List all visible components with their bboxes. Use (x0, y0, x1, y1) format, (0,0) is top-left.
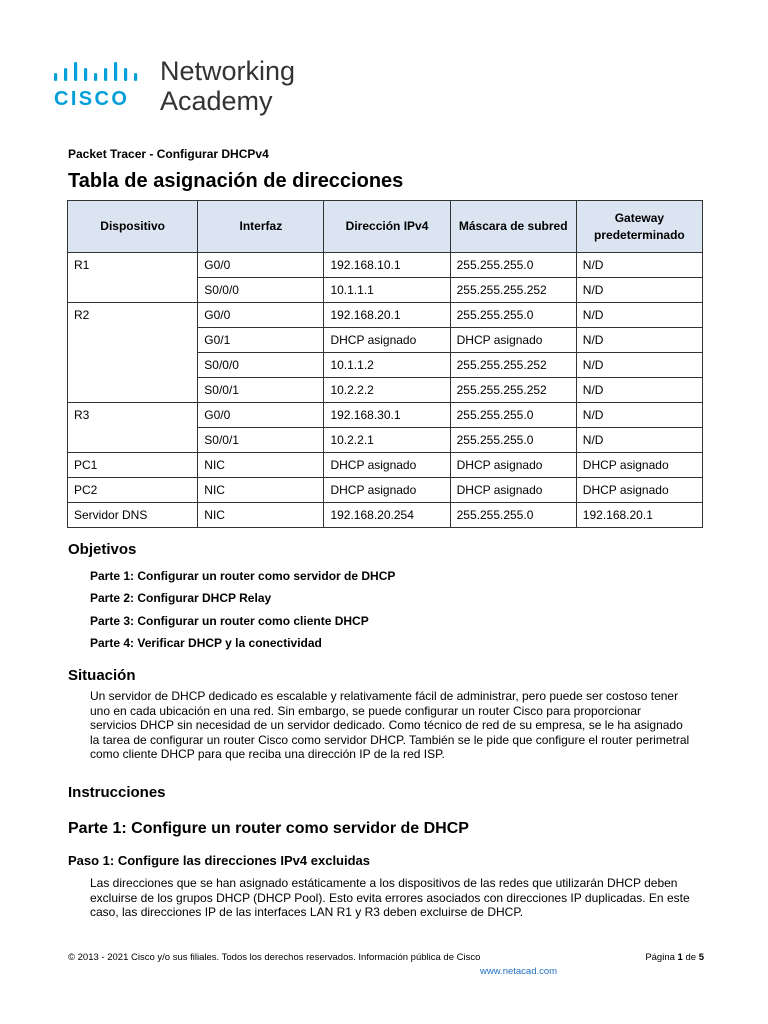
cell-mask: 255.255.255.0 (450, 303, 576, 328)
document-subtitle: Packet Tracer - Configurar DHCPv4 (68, 147, 269, 161)
page-number (645, 952, 704, 963)
objective-item: Parte 2: Configurar DHCP Relay (90, 591, 272, 605)
cell-ipv4: 192.168.30.1 (324, 403, 450, 428)
cell-device: PC2 (68, 478, 198, 503)
cell-interface: S0/0/0 (198, 353, 324, 378)
cell-ipv4: DHCP asignado (324, 453, 450, 478)
cell-interface: G0/0 (198, 253, 324, 278)
col-header-gateway: Gateway predeterminado (576, 201, 702, 253)
cell-ipv4: 10.2.2.2 (324, 378, 450, 403)
page-current: 1 (677, 952, 683, 963)
logo-academy-text: Academy (160, 86, 273, 116)
cell-gateway: N/D (576, 428, 702, 453)
col-header-device: Dispositivo (68, 201, 198, 253)
step1-paragraph: Las direcciones que se han asignado estáticamente a los dispositivos de las redes que utilizarán DHCP deben excluirse de los grupos DHCP (DHCP Pool). Esto evita errores asociados con direcciones IP duplicadas. En este caso, las direcciones IP de las interfaces LAN R1 y R3 deben excluirse de DHCP. (90, 876, 690, 919)
cell-ipv4: 192.168.20.254 (324, 503, 450, 528)
cell-ipv4: 192.168.10.1 (324, 253, 450, 278)
cisco-networking-academy-logo (50, 56, 310, 118)
objective-item: Parte 4: Verificar DHCP y la conectividad (90, 636, 322, 650)
cell-gateway: N/D (576, 328, 702, 353)
table-row (68, 453, 703, 478)
cell-gateway: N/D (576, 378, 702, 403)
logo-networking-text: Networking (160, 56, 296, 86)
objective-item: Parte 3: Configurar un router como cliente DHCP (90, 614, 369, 628)
cell-device: Servidor DNS (68, 503, 198, 528)
cell-mask: 255.255.255.252 (450, 278, 576, 303)
objetivos-heading: Objetivos (68, 541, 137, 558)
table-header-row (68, 201, 703, 253)
step1-heading: Paso 1: Configure las direcciones IPv4 excluidas (68, 853, 371, 868)
cell-interface: NIC (198, 503, 324, 528)
cell-mask: 255.255.255.252 (450, 353, 576, 378)
cell-gateway: DHCP asignado (576, 478, 702, 503)
cell-interface: S0/0/1 (198, 378, 324, 403)
cell-gateway: 192.168.20.1 (576, 503, 702, 528)
cell-ipv4: DHCP asignado (324, 478, 450, 503)
cell-ipv4: 10.1.1.2 (324, 353, 450, 378)
cell-gateway: DHCP asignado (576, 453, 702, 478)
cisco-wordmark: CISCO (54, 88, 130, 110)
situacion-paragraph: Un servidor de DHCP dedicado es escalable y relativamente fácil de administrar, pero puede ser costoso tener uno en cada ubicación en una red. Sin embargo, se puede configurar un router Cisco para proporcionar servicios DHCP sin necesidad de un servidor dedicado. Como técnico de red de su empresa, se le ha asignado la tarea de configurar un router Cisco como servidor DHCP. También se le pide que configure el router perimetral como cliente DHCP para que reciba una dirección IP de la red ISP. (90, 689, 690, 761)
cell-ipv4: 10.1.1.1 (324, 278, 450, 303)
cell-gateway: N/D (576, 353, 702, 378)
cell-mask: DHCP asignado (450, 453, 576, 478)
instrucciones-heading: Instrucciones (68, 784, 166, 801)
cell-gateway: N/D (576, 403, 702, 428)
cell-gateway: N/D (576, 253, 702, 278)
address-table (67, 200, 703, 528)
cell-mask: 255.255.255.0 (450, 428, 576, 453)
col-header-ipv4: Dirección IPv4 (324, 201, 450, 253)
cell-mask: 255.255.255.0 (450, 403, 576, 428)
situacion-heading: Situación (68, 667, 136, 684)
cell-mask: DHCP asignado (450, 478, 576, 503)
table-row (68, 253, 703, 278)
netacad-link[interactable]: www.netacad.com (480, 966, 558, 977)
copyright-text: © 2013 - 2021 Cisco y/o sus filiales. Todos los derechos reservados. Información pública de Cisco (68, 952, 481, 963)
table-title: Tabla de asignación de direcciones (68, 170, 404, 192)
cell-interface: G0/1 (198, 328, 324, 353)
objective-item: Parte 1: Configurar un router como servidor de DHCP (90, 569, 396, 583)
page-label: Página (645, 952, 675, 963)
cell-mask: DHCP asignado (450, 328, 576, 353)
cell-device: PC1 (68, 453, 198, 478)
cell-interface: NIC (198, 478, 324, 503)
cell-gateway: N/D (576, 278, 702, 303)
cell-device: R2 (68, 303, 198, 403)
table-row (68, 303, 703, 328)
page-total: 5 (698, 952, 704, 963)
cell-interface: S0/0/1 (198, 428, 324, 453)
cell-interface: G0/0 (198, 303, 324, 328)
cell-ipv4: 192.168.20.1 (324, 303, 450, 328)
cell-interface: NIC (198, 453, 324, 478)
cell-interface: S0/0/0 (198, 278, 324, 303)
page-of: de (685, 952, 697, 963)
cell-device: R1 (68, 253, 198, 303)
cell-interface: G0/0 (198, 403, 324, 428)
table-row (68, 403, 703, 428)
table-row (68, 478, 703, 503)
cell-device: R3 (68, 403, 198, 453)
cisco-bars-icon (54, 62, 148, 84)
col-header-interface: Interfaz (198, 201, 324, 253)
cell-mask: 255.255.255.0 (450, 253, 576, 278)
col-header-mask: Máscara de subred (450, 201, 576, 253)
cell-ipv4: 10.2.2.1 (324, 428, 450, 453)
part1-heading: Parte 1: Configure un router como servidor de DHCP (68, 820, 469, 837)
cell-gateway: N/D (576, 303, 702, 328)
table-row (68, 503, 703, 528)
cell-mask: 255.255.255.252 (450, 378, 576, 403)
cell-mask: 255.255.255.0 (450, 503, 576, 528)
cell-ipv4: DHCP asignado (324, 328, 450, 353)
